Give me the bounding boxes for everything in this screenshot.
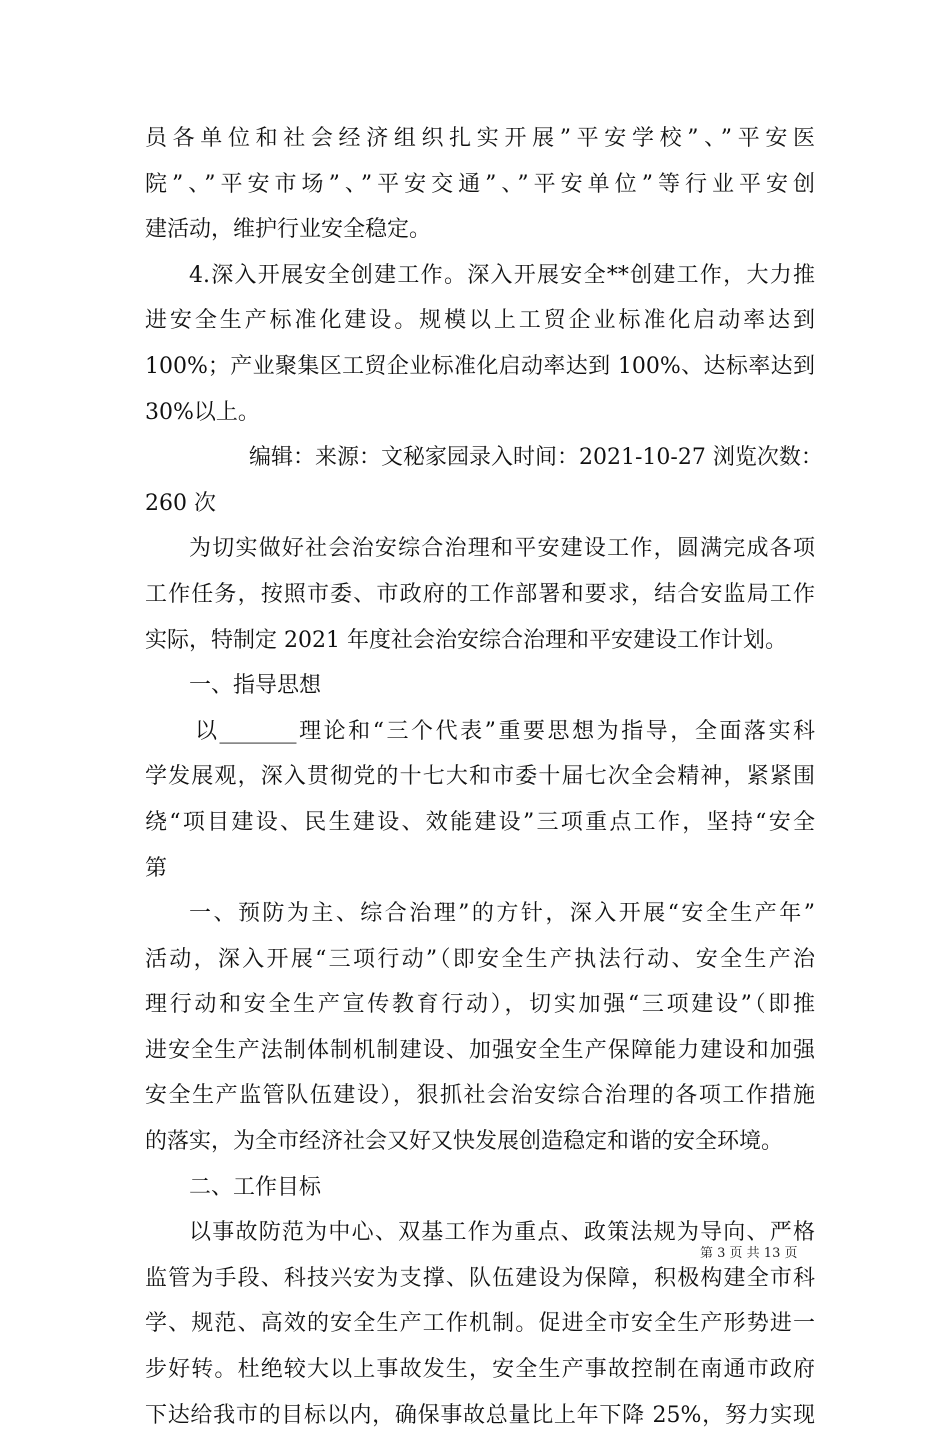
text-line: 实际，特制定 2021 年度社会治安综合治理和平安建设工作计划。 bbox=[145, 627, 787, 653]
body-text bbox=[145, 116, 823, 1438]
text-line: 30%以上。 bbox=[145, 399, 260, 425]
text-line: 下达给我市的目标以内，确保事故总量比上年下降 25%，努力实现 bbox=[145, 1402, 815, 1428]
text-line: 安全生产监管队伍建设），狠抓社会治安综合治理的各项工作措施 bbox=[145, 1083, 815, 1109]
text-line: 以事故防范为中心、双基工作为重点、政策法规为导向、严格 bbox=[189, 1220, 815, 1246]
text-line: 4.深入开展安全创建工作。深入开展安全**创建工作，大力推 bbox=[189, 262, 815, 288]
text-line: 步好转。杜绝较大以上事故发生，安全生产事故控制在南通市政府 bbox=[145, 1357, 815, 1383]
text-line: 员各单位和社会经济组织扎实开展”平安学校”、”平安医 bbox=[145, 126, 815, 151]
text-line: 建活动，维护行业安全稳定。 bbox=[145, 217, 432, 243]
text-line: 进安全生产标准化建设。规模以上工贸企业标准化启动率达到 bbox=[145, 308, 815, 334]
text-line: 260 次 bbox=[145, 490, 216, 516]
text-line: 的落实，为全市经济社会又好又快发展创造稳定和谐的安全环境。 bbox=[145, 1129, 784, 1155]
page-number-footer: 第 3 页 共 13 页 bbox=[700, 1246, 798, 1261]
text-line: 进安全生产法制体制机制建设、加强安全生产保障能力建设和加强 bbox=[145, 1037, 815, 1063]
text-line: 绕“项目建设、民生建设、效能建设”三项重点工作，坚持“安全 bbox=[145, 809, 815, 835]
text-line: 100%；产业聚集区工贸企业标准化启动率达到 100%、达标率达到 bbox=[145, 353, 815, 379]
text-line: 学、规范、高效的安全生产工作机制。促进全市安全生产形势进一 bbox=[145, 1311, 815, 1337]
text-line: 院”、”平安市场”、”平安交通”、”平安单位”等行业平安创 bbox=[145, 171, 815, 197]
text-line: 理行动和安全生产宣传教育行动），切实加强“三项建设”（即推 bbox=[145, 992, 815, 1018]
text-line: 编辑：来源：文秘家园录入时间：2021-10-27 浏览次数： bbox=[249, 445, 823, 471]
text-line: 活动，深入开展“三项行动”（即安全生产执法行动、安全生产治 bbox=[145, 946, 815, 972]
text-line: 一、预防为主、综合治理”的方针，深入开展“安全生产年” bbox=[189, 901, 815, 927]
text-line: 学发展观，深入贯彻党的十七大和市委十届七次全会精神，紧紧围 bbox=[145, 764, 815, 790]
section-heading: 一、指导思想 bbox=[189, 673, 322, 699]
text-line: 为切实做好社会治安综合治理和平安建设工作，圆满完成各项 bbox=[189, 536, 815, 562]
text-line: 第 bbox=[145, 855, 168, 881]
text-line: 监管为手段、科技兴安为支撑、队伍建设为保障，积极构建全市科 bbox=[145, 1265, 815, 1291]
text-line: 以_______理论和“三个代表”重要思想为指导，全面落实科 bbox=[195, 718, 815, 744]
text-line: 工作任务，按照市委、市政府的工作部署和要求，结合安监局工作 bbox=[145, 581, 815, 607]
section-heading: 二、工作目标 bbox=[189, 1174, 322, 1200]
